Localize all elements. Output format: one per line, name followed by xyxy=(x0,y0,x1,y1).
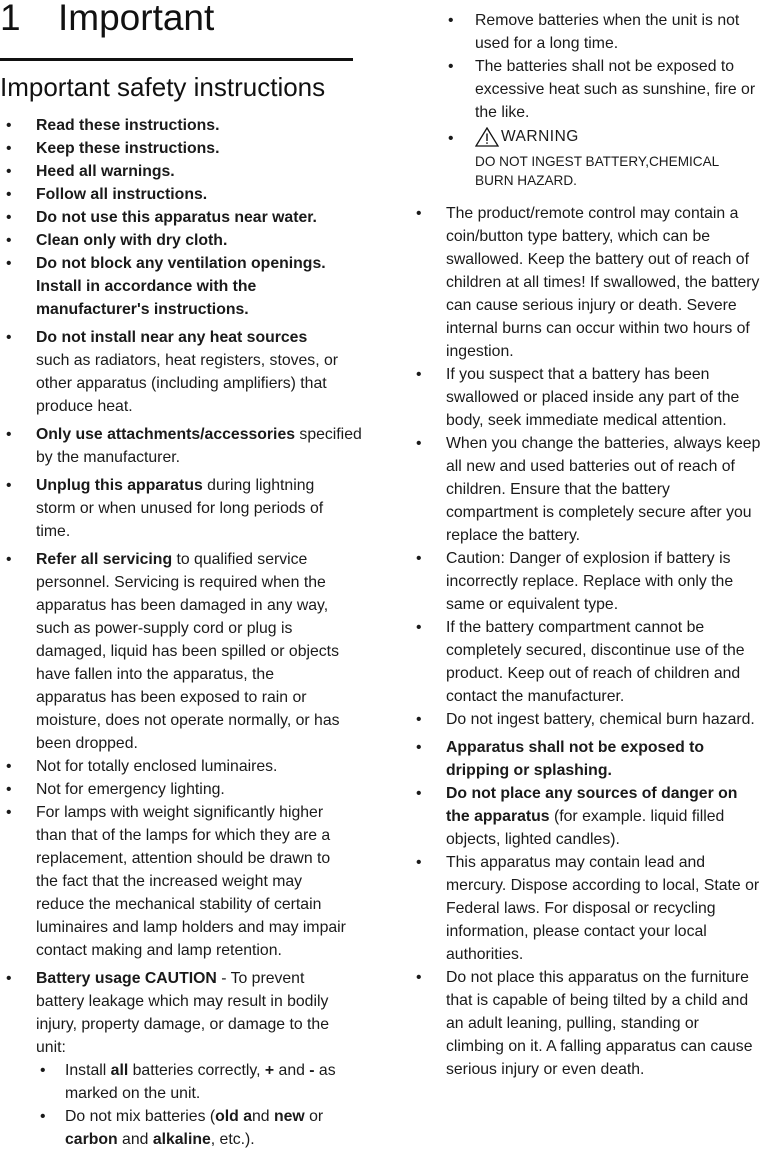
list-item: • When you change the batteries, always keep all new and used batteries out of reach of children. Ensure that the battery compartment is completely secure after you replace the battery. xyxy=(416,435,761,544)
list-item: • If you suspect that a battery has been swallowed or placed inside any part of the body, seek immediate medical attention. xyxy=(416,366,740,429)
safety-list-right xyxy=(410,202,761,1081)
list-item: • If the battery compartment cannot be completely secured, discontinue use of the product. Keep out of reach of children and contact the manufacturer. xyxy=(416,619,745,705)
chapter-title: Important xyxy=(58,0,215,38)
list-item: • The batteries shall not be exposed to excessive heat such as sunshine, fire or the like. xyxy=(448,58,756,121)
list-item: • Do not ingest battery, chemical burn hazard. xyxy=(416,711,755,728)
section-title: Important safety instructions xyxy=(0,72,326,102)
list-item: • Follow all instructions. xyxy=(6,186,208,203)
warning-block: • WARNING DO NOT INGEST BATTERY,CHEMICAL BURN HAZARD. xyxy=(410,125,761,190)
list-item: • Do not mix batteries (old and new or carbon and alkaline, etc.). xyxy=(40,1108,324,1148)
left-column xyxy=(0,0,362,1151)
list-item: • This apparatus may contain lead and mercury. Dispose according to local, State or Federal laws. For disposal or recycling information, please contact your local authorities. xyxy=(416,854,760,963)
list-item: • Battery usage CAUTION - To prevent battery leakage which may result in bodily injury, property damage, or damage to the unit: • Install all batteries correctly, + and - as marked on the unit. • Do not mix batteries (old and new or carbon and alkaline, etc.). xyxy=(0,967,362,1151)
heading-rule xyxy=(0,58,353,61)
list-item: • Clean only with dry cloth. xyxy=(6,232,228,249)
list-item: • The product/remote control may contain a coin/button type battery, which can be swallowed. Keep the battery out of reach of children at all times! If swallowed, the battery can cause serious injury or death. Severe internal burns can occur within two hours of ingestion. xyxy=(416,205,760,360)
list-item: • Do not use this apparatus near water. xyxy=(6,209,317,226)
list-item: • Install all batteries correctly, + and - as marked on the unit. xyxy=(40,1062,336,1102)
list-item: • Do not install near any heat sources such as radiators, heat registers, stoves, or other apparatus (including amplifiers) that produce heat. xyxy=(6,329,339,415)
battery-sublist-continued xyxy=(410,9,761,190)
warning-text: DO NOT INGEST BATTERY,CHEMICAL BURN HAZARD. xyxy=(475,154,719,188)
list-item: • Do not block any ventilation openings. Install in accordance with the manufacturer's instructions. xyxy=(6,255,326,318)
chapter-number: 1 xyxy=(0,0,21,38)
list-item: • Not for totally enclosed luminaires. xyxy=(6,758,278,775)
right-column xyxy=(410,0,761,1081)
list-item: • Unplug this apparatus during lightning storm or when unused for long periods of time. xyxy=(6,477,324,540)
safety-list-left xyxy=(0,114,362,1151)
list-item: • Heed all warnings. xyxy=(6,163,175,180)
list-item: • Do not place this apparatus on the furniture that is capable of being tilted by a child and an adult leaning, pulling, standing or climbing on it. A falling apparatus can cause serious injury or even death. xyxy=(416,969,753,1078)
battery-sublist xyxy=(36,1059,352,1151)
warning-triangle-icon xyxy=(475,127,499,147)
list-item: • Refer all servicing to qualified service personnel. Servicing is required when the apparatus has been damaged in any way, such as power-supply cord or plug is damaged, liquid has been spilled or objects have fallen into the apparatus, the apparatus has been exposed to rain or moisture, does not operate normally, or has been dropped. xyxy=(6,551,340,752)
warning-label: WARNING xyxy=(501,128,579,145)
list-item: • Not for emergency lighting. xyxy=(6,781,225,798)
list-item: • For lamps with weight significantly higher than that of the lamps for which they are a replacement, attention should be drawn to the fact that the increased weight may reduce the mechanical stability of certain luminaires and lamp holders and may impair contact making and lamp retention. xyxy=(6,804,346,959)
list-item: • Caution: Danger of explosion if battery is incorrectly replace. Replace with only the same or equivalent type. xyxy=(416,550,734,613)
list-item: • Only use attachments/accessories specified by the manufacturer. xyxy=(6,426,362,466)
list-item: • Read these instructions. xyxy=(6,117,220,134)
list-item: • Apparatus shall not be exposed to dripping or splashing. xyxy=(416,739,705,779)
list-item: • Remove batteries when the unit is not used for a long time. xyxy=(448,12,740,52)
list-item: • Do not place any sources of danger on the apparatus (for example. liquid filled objects, lighted candles). xyxy=(416,785,738,848)
list-item: • Keep these instructions. xyxy=(6,140,220,157)
chapter-heading xyxy=(0,0,362,52)
